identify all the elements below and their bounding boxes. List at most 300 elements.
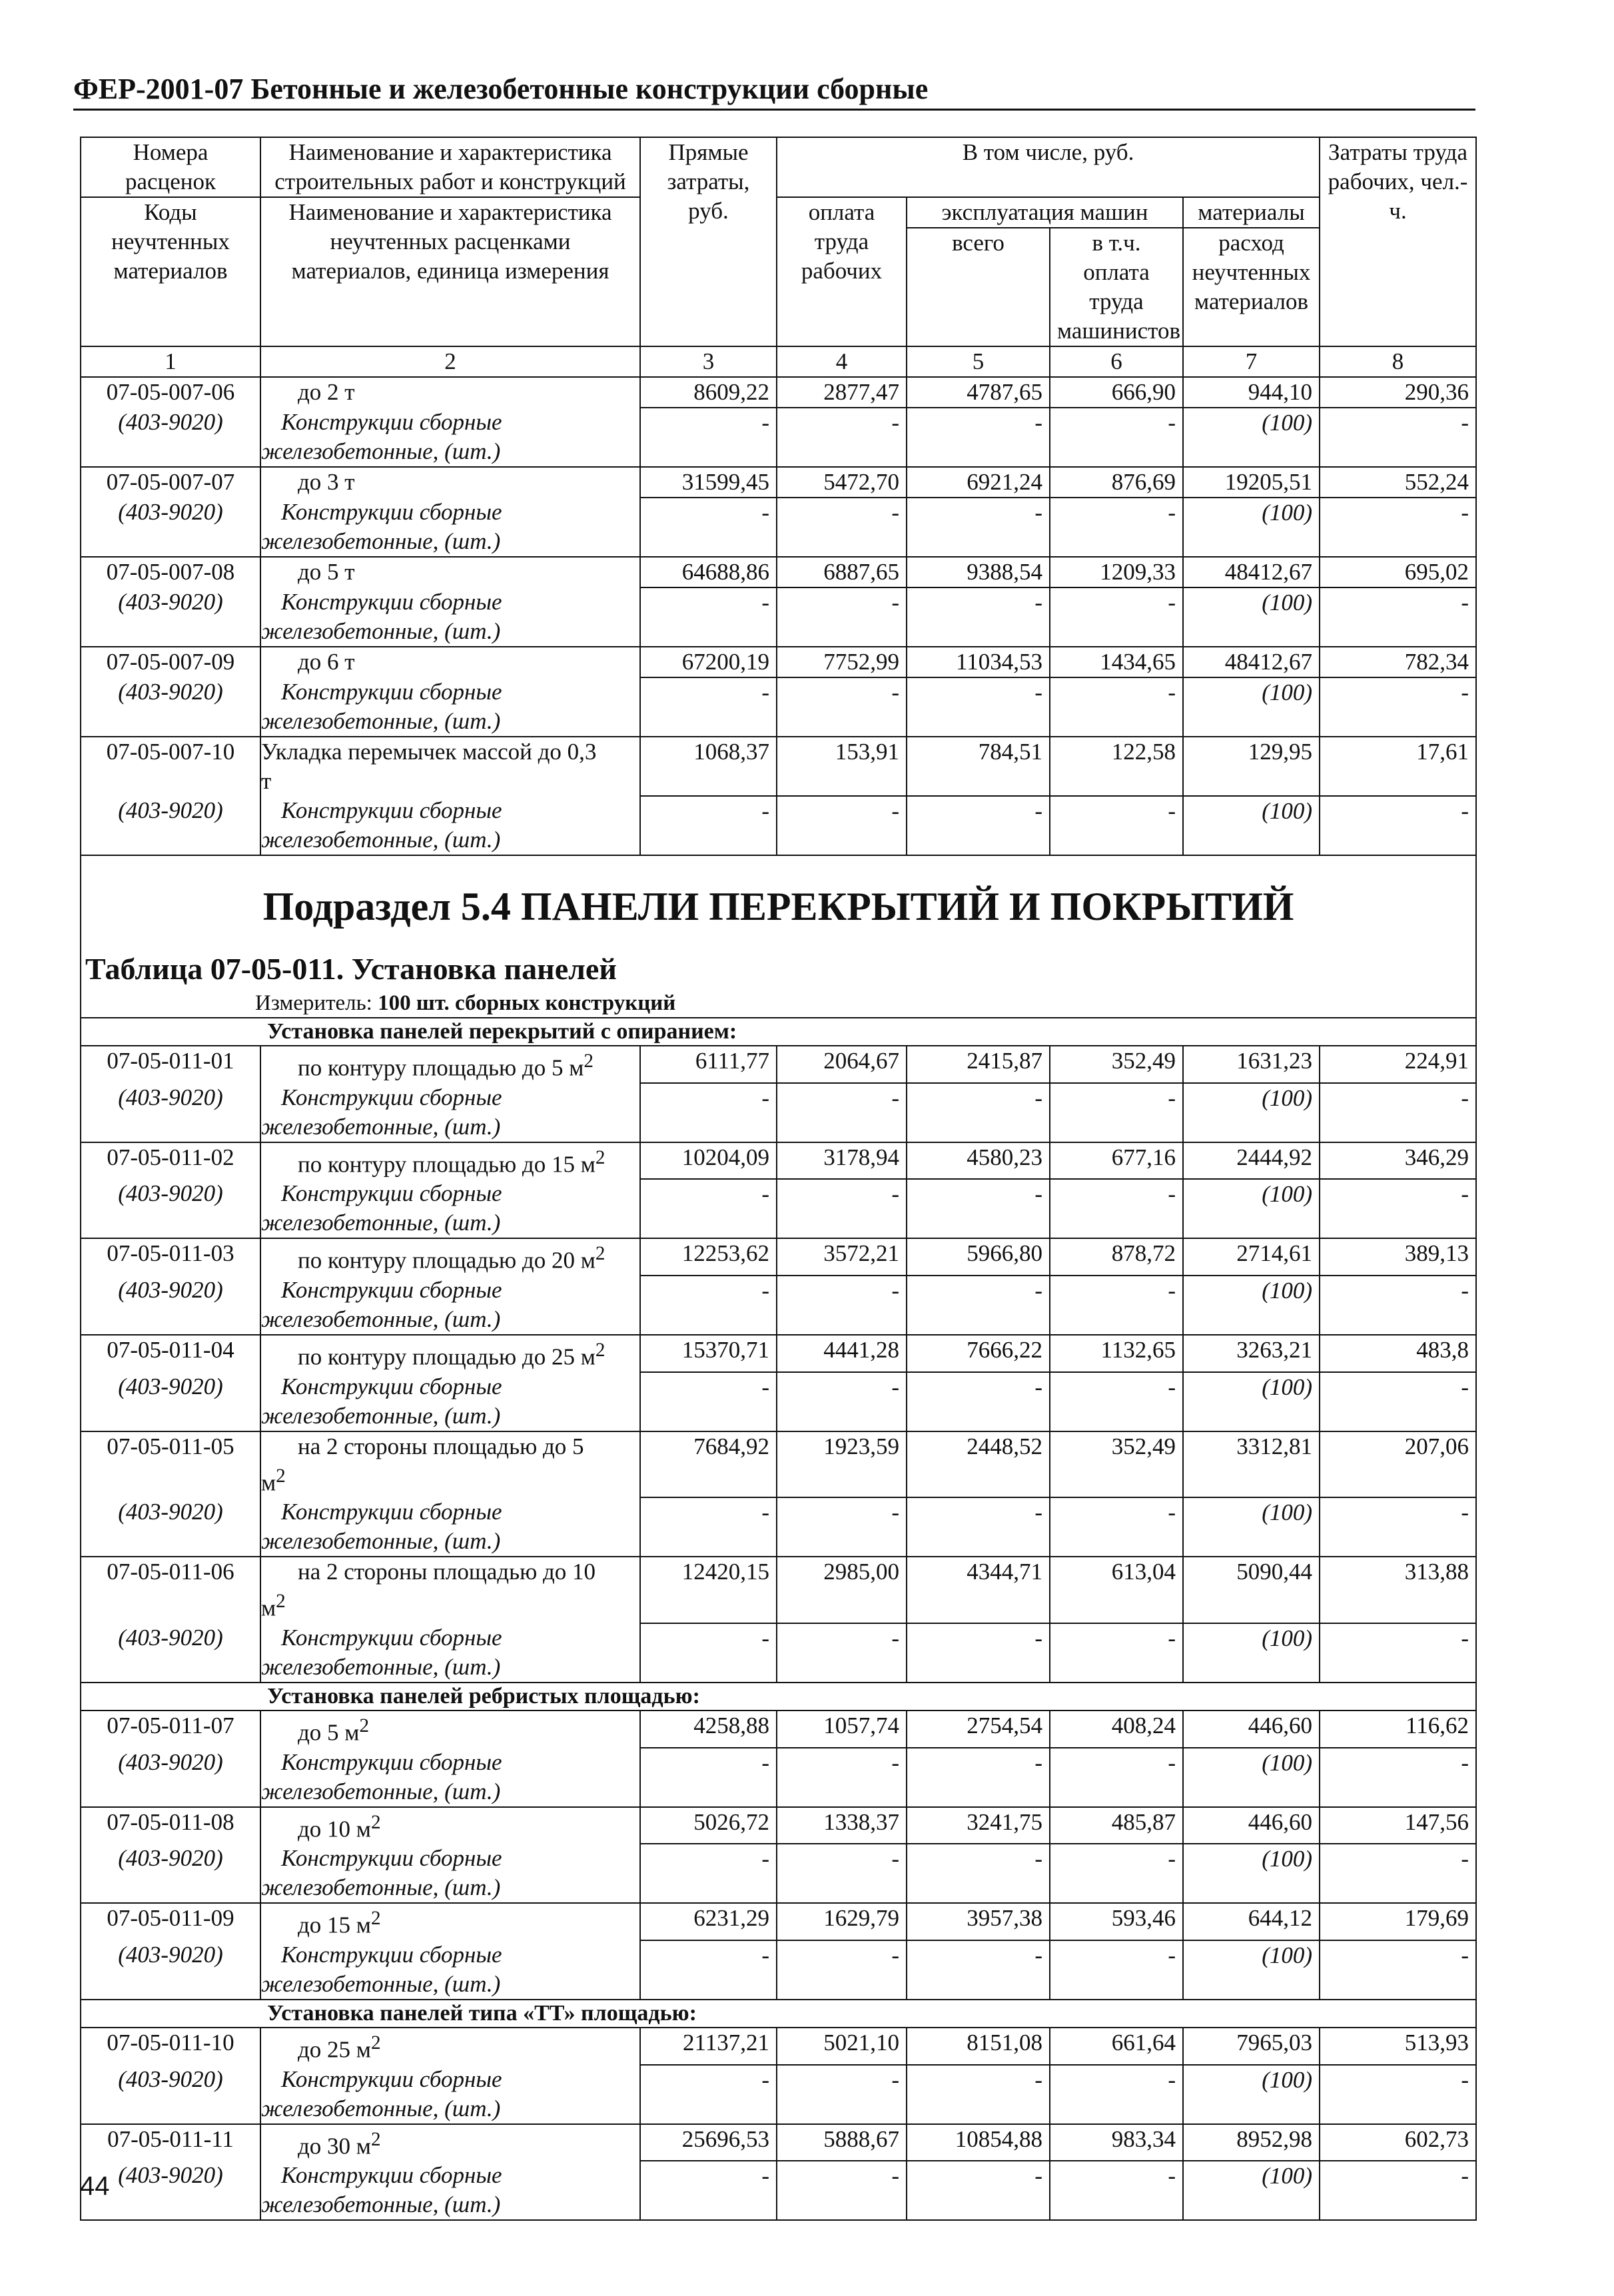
material-value-cell: - (1050, 498, 1183, 557)
material-value-cell: - (1050, 1748, 1183, 1807)
material-value-cell: - (907, 1844, 1050, 1903)
material-value-cell: - (640, 1179, 777, 1238)
value-cell: 3241,75 (907, 1807, 1050, 1844)
table-row (81, 2028, 1476, 2065)
col-header-material-codes: Коды неучтенных материалов (81, 197, 260, 346)
value-cell: 7684,92 (640, 1431, 777, 1498)
value-cell: 2444,92 (1183, 1142, 1320, 1180)
value-cell: 2754,54 (907, 1711, 1050, 1748)
section-title: Подраздел 5.4 ПАНЕЛИ ПЕРЕКРЫТИЙ И ПОКРЫТИЙ (262, 885, 1294, 929)
table-header (81, 137, 1476, 377)
col-header-works: Наименование и характеристика строительных работ и конструкций (260, 137, 640, 197)
measure-label: Измеритель: (255, 991, 372, 1015)
material-code: (403-9020) (81, 1179, 260, 1238)
table-row (81, 1431, 1476, 1498)
rows-group-1-two-sides (81, 1431, 1476, 1683)
value-cell: 12253,62 (640, 1238, 777, 1276)
work-name: до 10 $м^2$ (260, 1807, 640, 1844)
material-value-cell: - (777, 677, 907, 737)
material-value-cell: - (640, 1372, 777, 1431)
material-value-cell: - (907, 1623, 1050, 1683)
page-header: ФЕР-2001-07 Бетонные и железобетонные конструкции сборные (73, 72, 1475, 111)
material-row (81, 2065, 1476, 2124)
rate-code: 07-05-011-06 (81, 1557, 260, 1623)
group-2 (81, 1683, 1476, 1711)
table-row (81, 1557, 1476, 1623)
material-name: Конструкции сборные железобетонные, (шт.) (260, 796, 640, 855)
material-value-cell: (100) (1183, 1844, 1320, 1903)
value-cell: 3263,21 (1183, 1335, 1320, 1372)
material-value-cell: - (777, 1276, 907, 1335)
material-row (81, 2161, 1476, 2220)
value-cell: 352,49 (1050, 1046, 1183, 1083)
value-cell: 313,88 (1320, 1557, 1476, 1623)
material-name: Конструкции сборные железобетонные, (шт.) (260, 2161, 640, 2220)
rate-code: 07-05-007-07 (81, 467, 260, 498)
value-cell: 661,64 (1050, 2028, 1183, 2065)
material-name: Конструкции сборные железобетонные, (шт.) (260, 1372, 640, 1431)
material-row (81, 587, 1476, 647)
material-value-cell: - (907, 1276, 1050, 1335)
col-header-workers-pay: оплата труда рабочих (777, 197, 907, 346)
material-name: Конструкции сборные железобетонные, (шт.) (260, 677, 640, 737)
material-code: (403-9020) (81, 1748, 260, 1807)
material-value-cell: (100) (1183, 587, 1320, 647)
material-value-cell: - (1320, 796, 1476, 855)
page-number: 44 (80, 2171, 110, 2201)
col-header-labor: Затраты труда рабочих, чел.-ч. (1320, 137, 1476, 346)
value-cell: 1338,37 (777, 1807, 907, 1844)
material-value-cell: (100) (1183, 796, 1320, 855)
material-value-cell: - (907, 587, 1050, 647)
value-cell: 10204,09 (640, 1142, 777, 1180)
material-value-cell: - (907, 2065, 1050, 2124)
work-name: до 5 т (260, 557, 640, 587)
material-row (81, 1497, 1476, 1557)
material-value-cell: - (640, 1083, 777, 1142)
material-row (81, 796, 1476, 855)
material-value-cell: - (777, 408, 907, 467)
col-header-materials: материалы (1183, 197, 1320, 228)
work-name: по контуру площадью до 25 $м^2$ (260, 1335, 640, 1372)
table-row (81, 377, 1476, 408)
material-value-cell: - (907, 1748, 1050, 1807)
material-value-cell: - (640, 796, 777, 855)
work-name: до 30 $м^2$ (260, 2124, 640, 2161)
value-cell: 878,72 (1050, 1238, 1183, 1276)
material-value-cell: - (907, 498, 1050, 557)
work-name: до 25 $м^2$ (260, 2028, 640, 2065)
value-cell: 4344,71 (907, 1557, 1050, 1623)
material-code: (403-9020) (81, 2161, 260, 2220)
table-row (81, 1238, 1476, 1276)
value-cell: 782,34 (1320, 647, 1476, 677)
material-name: Конструкции сборные железобетонные, (шт.) (260, 408, 640, 467)
value-cell: 67200,19 (640, 647, 777, 677)
material-row (81, 677, 1476, 737)
material-value-cell: (100) (1183, 1276, 1320, 1335)
material-value-cell: - (640, 1748, 777, 1807)
value-cell: 15370,71 (640, 1335, 777, 1372)
material-value-cell: - (777, 498, 907, 557)
material-value-cell: - (777, 1940, 907, 2000)
col-header-operators-pay: в т.ч. оплата труда машинистов (1050, 228, 1183, 346)
value-cell: 5888,67 (777, 2124, 907, 2161)
group-heading: Установка панелей типа «ТТ» площадью: (260, 2000, 1476, 2028)
value-cell: 122,58 (1050, 737, 1183, 796)
material-value-cell: - (640, 587, 777, 647)
material-value-cell: - (1320, 1372, 1476, 1431)
material-row (81, 1372, 1476, 1431)
col-header-machines-total: всего (907, 228, 1050, 346)
material-value-cell: (100) (1183, 1623, 1320, 1683)
value-cell: 11034,53 (907, 647, 1050, 677)
value-cell: 677,16 (1050, 1142, 1183, 1180)
value-cell: 21137,21 (640, 2028, 777, 2065)
material-name: Конструкции сборные железобетонные, (шт.) (260, 1748, 640, 1807)
value-cell: 1132,65 (1050, 1335, 1183, 1372)
value-cell: 1434,65 (1050, 647, 1183, 677)
rows-group-3 (81, 2028, 1476, 2220)
value-cell: 2415,87 (907, 1046, 1050, 1083)
material-code: (403-9020) (81, 408, 260, 467)
value-cell: 1631,23 (1183, 1046, 1320, 1083)
col-header-materials-usage: расход неучтенных материалов (1183, 228, 1320, 346)
col-number: 3 (640, 346, 777, 377)
material-code: (403-9020) (81, 1623, 260, 1683)
value-cell: 2448,52 (907, 1431, 1050, 1498)
material-value-cell: - (1050, 796, 1183, 855)
table-row (81, 557, 1476, 587)
material-value-cell: - (907, 2161, 1050, 2220)
value-cell: 5966,80 (907, 1238, 1050, 1276)
col-number: 4 (777, 346, 907, 377)
material-code: (403-9020) (81, 498, 260, 557)
value-cell: 7666,22 (907, 1335, 1050, 1372)
material-value-cell: - (1320, 587, 1476, 647)
material-value-cell: - (907, 1372, 1050, 1431)
material-value-cell: (100) (1183, 2161, 1320, 2220)
material-value-cell: - (907, 408, 1050, 467)
measure-value: 100 шт. сборных конструкций (378, 991, 676, 1015)
material-row (81, 498, 1476, 557)
material-value-cell: - (1050, 1179, 1183, 1238)
row-07-05-007-10 (81, 737, 1476, 855)
value-cell: 9388,54 (907, 557, 1050, 587)
value-cell: 346,29 (1320, 1142, 1476, 1180)
material-row (81, 1844, 1476, 1903)
material-value-cell: (100) (1183, 1940, 1320, 2000)
material-value-cell: (100) (1183, 1372, 1320, 1431)
rows-group-1 (81, 1046, 1476, 1431)
col-header-including: В том числе, руб. (777, 137, 1320, 197)
material-value-cell: - (640, 1497, 777, 1557)
material-value-cell: - (907, 1083, 1050, 1142)
material-value-cell: (100) (1183, 1179, 1320, 1238)
material-value-cell: - (777, 1623, 907, 1683)
material-value-cell: - (907, 796, 1050, 855)
material-value-cell: - (1320, 2161, 1476, 2220)
value-cell: 4580,23 (907, 1142, 1050, 1180)
material-row (81, 1276, 1476, 1335)
material-value-cell: - (640, 2065, 777, 2124)
value-cell: 5021,10 (777, 2028, 907, 2065)
material-name: Конструкции сборные железобетонные, (шт.) (260, 587, 640, 647)
material-value-cell: (100) (1183, 408, 1320, 467)
material-value-cell: - (1320, 408, 1476, 467)
material-row (81, 1940, 1476, 2000)
value-cell: 19205,51 (1183, 467, 1320, 498)
rate-code: 07-05-011-03 (81, 1238, 260, 1276)
section-block (81, 855, 1476, 1046)
rate-code: 07-05-011-02 (81, 1142, 260, 1180)
material-value-cell: - (777, 1748, 907, 1807)
value-cell: 613,04 (1050, 1557, 1183, 1623)
material-row (81, 1748, 1476, 1807)
rows-table-007 (81, 377, 1476, 737)
material-value-cell: - (1050, 677, 1183, 737)
material-row (81, 1083, 1476, 1142)
value-cell: 116,62 (1320, 1711, 1476, 1748)
group-heading: Установка панелей ребристых площадью: (260, 1683, 1476, 1711)
value-cell: 10854,88 (907, 2124, 1050, 2161)
material-value-cell: - (640, 677, 777, 737)
rate-code: 07-05-011-01 (81, 1046, 260, 1083)
price-table (80, 137, 1477, 2221)
material-value-cell: - (1320, 1179, 1476, 1238)
table-row (81, 467, 1476, 498)
material-value-cell: - (777, 1179, 907, 1238)
material-value-cell: - (1320, 1497, 1476, 1557)
material-value-cell: - (1050, 1083, 1183, 1142)
col-number: 2 (260, 346, 640, 377)
work-name: до 15 $м^2$ (260, 1903, 640, 1940)
value-cell: 1209,33 (1050, 557, 1183, 587)
material-value-cell: - (640, 1844, 777, 1903)
value-cell: 485,87 (1050, 1807, 1183, 1844)
value-cell: 446,60 (1183, 1711, 1320, 1748)
work-name: на 2 стороны площадью до 10 $м^2$ (260, 1557, 640, 1623)
material-value-cell: - (1320, 1748, 1476, 1807)
material-value-cell: - (640, 2161, 777, 2220)
value-cell: 4787,65 (907, 377, 1050, 408)
material-value-cell: - (640, 1276, 777, 1335)
material-value-cell: (100) (1183, 498, 1320, 557)
material-name: Конструкции сборные железобетонные, (шт.) (260, 1623, 640, 1683)
work-name: до 5 $м^2$ (260, 1711, 640, 1748)
value-cell: 8609,22 (640, 377, 777, 408)
table-row (81, 737, 1476, 796)
work-name: по контуру площадью до 15 $м^2$ (260, 1142, 640, 1180)
value-cell: 944,10 (1183, 377, 1320, 408)
material-value-cell: - (777, 1372, 907, 1431)
material-code: (403-9020) (81, 1276, 260, 1335)
col-number: 8 (1320, 346, 1476, 377)
value-cell: 5026,72 (640, 1807, 777, 1844)
material-value-cell: - (1320, 1844, 1476, 1903)
table-title: Таблица 07-05-011. Установка панелей (85, 952, 617, 986)
material-value-cell: - (907, 1497, 1050, 1557)
value-cell: 513,93 (1320, 2028, 1476, 2065)
table-row (81, 1711, 1476, 1748)
work-name: до 3 т (260, 467, 640, 498)
value-cell: 4258,88 (640, 1711, 777, 1748)
value-cell: 4441,28 (777, 1335, 907, 1372)
value-cell: 3312,81 (1183, 1431, 1320, 1498)
material-value-cell: - (1050, 1276, 1183, 1335)
value-cell: 483,8 (1320, 1335, 1476, 1372)
rate-code: 07-05-011-11 (81, 2124, 260, 2161)
material-code: (403-9020) (81, 587, 260, 647)
material-value-cell: - (1050, 1623, 1183, 1683)
value-cell: 6111,77 (640, 1046, 777, 1083)
value-cell: 602,73 (1320, 2124, 1476, 2161)
material-value-cell: - (777, 2065, 907, 2124)
material-code: (403-9020) (81, 1497, 260, 1557)
rate-code: 07-05-011-04 (81, 1335, 260, 1372)
material-name: Конструкции сборные железобетонные, (шт.) (260, 1083, 640, 1142)
material-value-cell: - (1320, 677, 1476, 737)
value-cell: 2714,61 (1183, 1238, 1320, 1276)
rate-code: 07-05-011-09 (81, 1903, 260, 1940)
material-code: (403-9020) (81, 1844, 260, 1903)
table-row (81, 2124, 1476, 2161)
material-name: Конструкции сборные железобетонные, (шт.) (260, 1844, 640, 1903)
table-row (81, 1046, 1476, 1083)
material-value-cell: - (777, 796, 907, 855)
value-cell: 695,02 (1320, 557, 1476, 587)
value-cell: 876,69 (1050, 467, 1183, 498)
value-cell: 7752,99 (777, 647, 907, 677)
value-cell: 207,06 (1320, 1431, 1476, 1498)
material-code: (403-9020) (81, 2065, 260, 2124)
value-cell: 2985,00 (777, 1557, 907, 1623)
value-cell: 7965,03 (1183, 2028, 1320, 2065)
material-value-cell: - (1320, 1083, 1476, 1142)
material-value-cell: - (907, 1179, 1050, 1238)
col-number: 1 (81, 346, 260, 377)
value-cell: 8952,98 (1183, 2124, 1320, 2161)
material-name: Конструкции сборные железобетонные, (шт.) (260, 1940, 640, 2000)
material-value-cell: - (1050, 1940, 1183, 2000)
value-cell: 3572,21 (777, 1238, 907, 1276)
work-name: до 2 т (260, 377, 640, 408)
work-name: по контуру площадью до 20 $м^2$ (260, 1238, 640, 1276)
value-cell: 446,60 (1183, 1807, 1320, 1844)
material-value-cell: - (777, 1083, 907, 1142)
value-cell: 389,13 (1320, 1238, 1476, 1276)
material-value-cell: - (1050, 2161, 1183, 2220)
material-value-cell: - (1050, 1372, 1183, 1431)
material-value-cell: - (1320, 2065, 1476, 2124)
value-cell: 17,61 (1320, 737, 1476, 796)
group-3 (81, 2000, 1476, 2028)
value-cell: 593,46 (1050, 1903, 1183, 1940)
material-value-cell: - (777, 2161, 907, 2220)
value-cell: 5090,44 (1183, 1557, 1320, 1623)
material-value-cell: - (1050, 1497, 1183, 1557)
value-cell: 179,69 (1320, 1903, 1476, 1940)
material-name: Конструкции сборные железобетонные, (шт.) (260, 1497, 640, 1557)
value-cell: 48412,67 (1183, 557, 1320, 587)
material-value-cell: - (1320, 1623, 1476, 1683)
material-value-cell: - (1050, 1844, 1183, 1903)
material-value-cell: - (907, 677, 1050, 737)
material-code: (403-9020) (81, 677, 260, 737)
material-name: Конструкции сборные железобетонные, (шт.) (260, 2065, 640, 2124)
value-cell: 48412,67 (1183, 647, 1320, 677)
material-name: Конструкции сборные железобетонные, (шт.) (260, 498, 640, 557)
material-row (81, 1179, 1476, 1238)
material-value-cell: - (640, 1623, 777, 1683)
work-name: Укладка перемычек массой до 0,3 т (260, 737, 640, 796)
material-value-cell: - (1050, 587, 1183, 647)
value-cell: 3178,94 (777, 1142, 907, 1180)
rate-code: 07-05-007-10 (81, 737, 260, 796)
material-value-cell: - (777, 587, 907, 647)
material-value-cell: - (640, 498, 777, 557)
material-value-cell: (100) (1183, 1083, 1320, 1142)
material-code: (403-9020) (81, 796, 260, 855)
value-cell: 31599,45 (640, 467, 777, 498)
value-cell: 552,24 (1320, 467, 1476, 498)
material-row (81, 1623, 1476, 1683)
col-header-numbers: Номера расценок (81, 137, 260, 197)
value-cell: 784,51 (907, 737, 1050, 796)
value-cell: 147,56 (1320, 1807, 1476, 1844)
value-cell: 408,24 (1050, 1711, 1183, 1748)
material-value-cell: (100) (1183, 2065, 1320, 2124)
rate-code: 07-05-011-08 (81, 1807, 260, 1844)
rate-code: 07-05-011-05 (81, 1431, 260, 1498)
value-cell: 12420,15 (640, 1557, 777, 1623)
material-value-cell: (100) (1183, 677, 1320, 737)
value-cell: 290,36 (1320, 377, 1476, 408)
table-row (81, 1335, 1476, 1372)
material-value-cell: (100) (1183, 1748, 1320, 1807)
value-cell: 1923,59 (777, 1431, 907, 1498)
rate-code: 07-05-007-08 (81, 557, 260, 587)
material-value-cell: - (1320, 498, 1476, 557)
value-cell: 129,95 (1183, 737, 1320, 796)
rate-code: 07-05-011-10 (81, 2028, 260, 2065)
value-cell: 6231,29 (640, 1903, 777, 1940)
value-cell: 2877,47 (777, 377, 907, 408)
material-value-cell: - (907, 1940, 1050, 2000)
work-name: на 2 стороны площадью до 5 $м^2$ (260, 1431, 640, 1498)
material-name: Конструкции сборные железобетонные, (шт.) (260, 1179, 640, 1238)
value-cell: 1068,37 (640, 737, 777, 796)
col-header-direct-costs: Прямые затраты, руб. (640, 137, 777, 346)
value-cell: 224,91 (1320, 1046, 1476, 1083)
material-name: Конструкции сборные железобетонные, (шт.) (260, 1276, 640, 1335)
value-cell: 352,49 (1050, 1431, 1183, 1498)
value-cell: 6887,65 (777, 557, 907, 587)
material-value-cell: - (1050, 2065, 1183, 2124)
material-value-cell: - (777, 1844, 907, 1903)
material-value-cell: - (1050, 408, 1183, 467)
col-header-material-names: Наименование и характеристика неучтенных расценками материалов, единица измерения (260, 197, 640, 346)
work-name: по контуру площадью до 5 $м^2$ (260, 1046, 640, 1083)
material-row (81, 408, 1476, 467)
group-heading: Установка панелей перекрытий с опиранием: (260, 1018, 1476, 1046)
material-value-cell: - (777, 1497, 907, 1557)
value-cell: 6921,24 (907, 467, 1050, 498)
value-cell: 5472,70 (777, 467, 907, 498)
rate-code: 07-05-007-06 (81, 377, 260, 408)
material-value-cell: - (640, 408, 777, 467)
value-cell: 153,91 (777, 737, 907, 796)
